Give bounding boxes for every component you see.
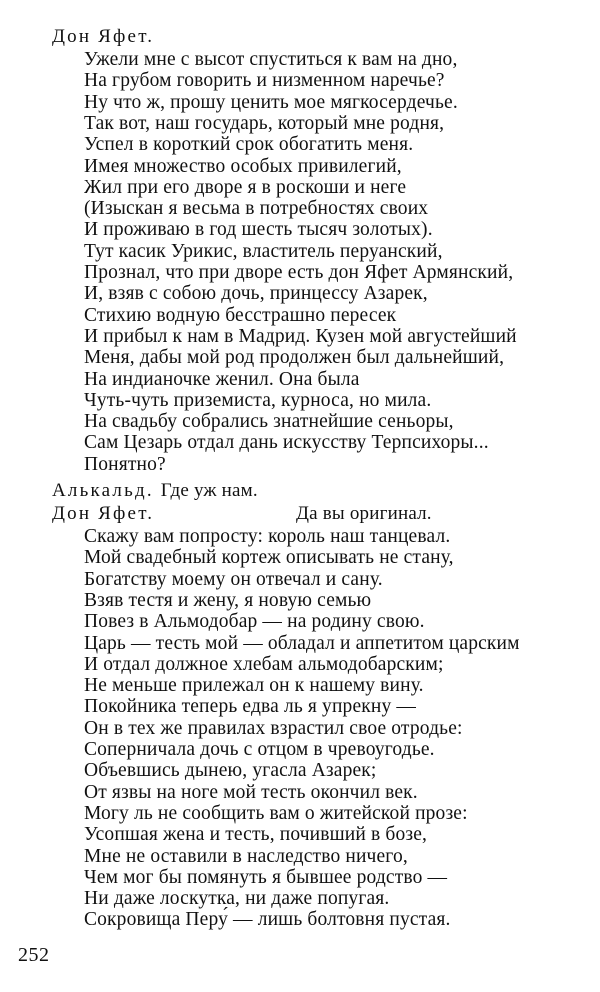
verse-line: Сокровища Перу́ — лишь болтовня пустая. <box>84 909 451 931</box>
speech-inline-text: Да вы оригинал. <box>296 503 432 524</box>
speaker-name: Дон Яфет. <box>52 26 155 47</box>
verse-line: Мой свадебный кортеж описывать не стану, <box>84 547 454 569</box>
verse-line: Жил при его дворе я в роскоши и неге <box>84 176 407 198</box>
verse-line: Сам Цезарь отдал дань искусству Терпсихоры... <box>84 432 489 454</box>
verse-line: На индианочке женил. Она была <box>84 368 360 390</box>
verse-line: На свадьбу собрались знатнейшие сеньоры, <box>84 411 454 433</box>
verse-line: Прознал, что при дворе есть дон Яфет Армянский, <box>84 262 514 283</box>
verse-line: Взяв тестя и жену, я новую семью <box>84 589 372 611</box>
verse-line: Соперничала дочь с отцом в чревоугодье. <box>84 739 435 760</box>
verse-line: Мне не оставили в наследство ничего, <box>84 845 408 867</box>
speaker-name: Алькальд. <box>52 480 154 501</box>
verse-line: И отдал должное хлебам альмодобарским; <box>84 653 444 675</box>
verse-line: Он в тех же правилах взрастил свое отродье: <box>84 717 463 739</box>
verse-line: Имея множество особых привилегий, <box>84 155 402 177</box>
speech-text: Где уж нам. <box>160 480 258 501</box>
verse-line: Богатству моему он отвечал и сану. <box>84 568 383 590</box>
verse-line: Стихию водную бесстрашно пересек <box>84 304 397 326</box>
page-number: 252 <box>18 944 50 966</box>
speaker-alcalde <box>52 480 258 502</box>
verse-line: На грубом говорить и низменном наречье? <box>84 70 445 92</box>
verse-line: Могу ль не сообщить вам о житейской прозе: <box>84 802 468 824</box>
verse-line: Меня, дабы мой род продолжен был дальнейший, <box>84 347 505 369</box>
verse-line: Не меньше прилежал он к нашему вину. <box>84 675 424 697</box>
verse-line: Так вот, наш государь, который мне родня, <box>84 112 445 134</box>
verse-line: И, взяв с собою дочь, принцессу Азарек, <box>84 283 428 305</box>
verse-line: (Изыскан я весьма в потребностях своих <box>84 198 429 220</box>
verse-line: Усопшая жена и тесть, почивший в бозе, <box>84 824 428 846</box>
verse-line: Скажу вам попросту: король наш танцевал. <box>84 526 451 547</box>
verse-line: Успел в короткий срок обогатить меня. <box>84 134 414 156</box>
verse-line: Повез в Альмодобар — на родину свою. <box>84 611 425 633</box>
speaker-don-yafet-2 <box>52 503 432 525</box>
verse-line: Ужели мне с высот спуститься к вам на дно, <box>84 49 458 70</box>
verse-line: Ну что ж, прошу ценить мое мягкосердечье. <box>84 91 458 113</box>
verse-line: Царь — тесть мой — обладал и аппетитом царским <box>84 632 520 654</box>
verse-line: Понятно? <box>84 453 166 475</box>
verse-line: Ни даже лоскутка, ни даже попугая. <box>84 888 390 910</box>
verse-line: Покойника теперь едва ль я упрекну — <box>84 696 417 718</box>
verse-line: Объевшись дынею, угасла Азарек; <box>84 760 377 782</box>
verse-line: И прибыл к нам в Мадрид. Кузен мой августейший <box>84 325 517 347</box>
verse-line: Чуть-чуть приземиста, курноса, но мила. <box>84 389 432 411</box>
verse-line: И проживаю в год шесть тысяч золотых). <box>84 219 433 241</box>
speaker-name: Дон Яфет. <box>52 503 155 524</box>
verse-line: Тут касик Урикис, властитель перуанский, <box>84 240 443 262</box>
verse-line: Чем мог бы помянуть я бывшее родство — <box>84 866 448 888</box>
verse-line: От язвы на ноге мой тесть окончил век. <box>84 781 418 803</box>
